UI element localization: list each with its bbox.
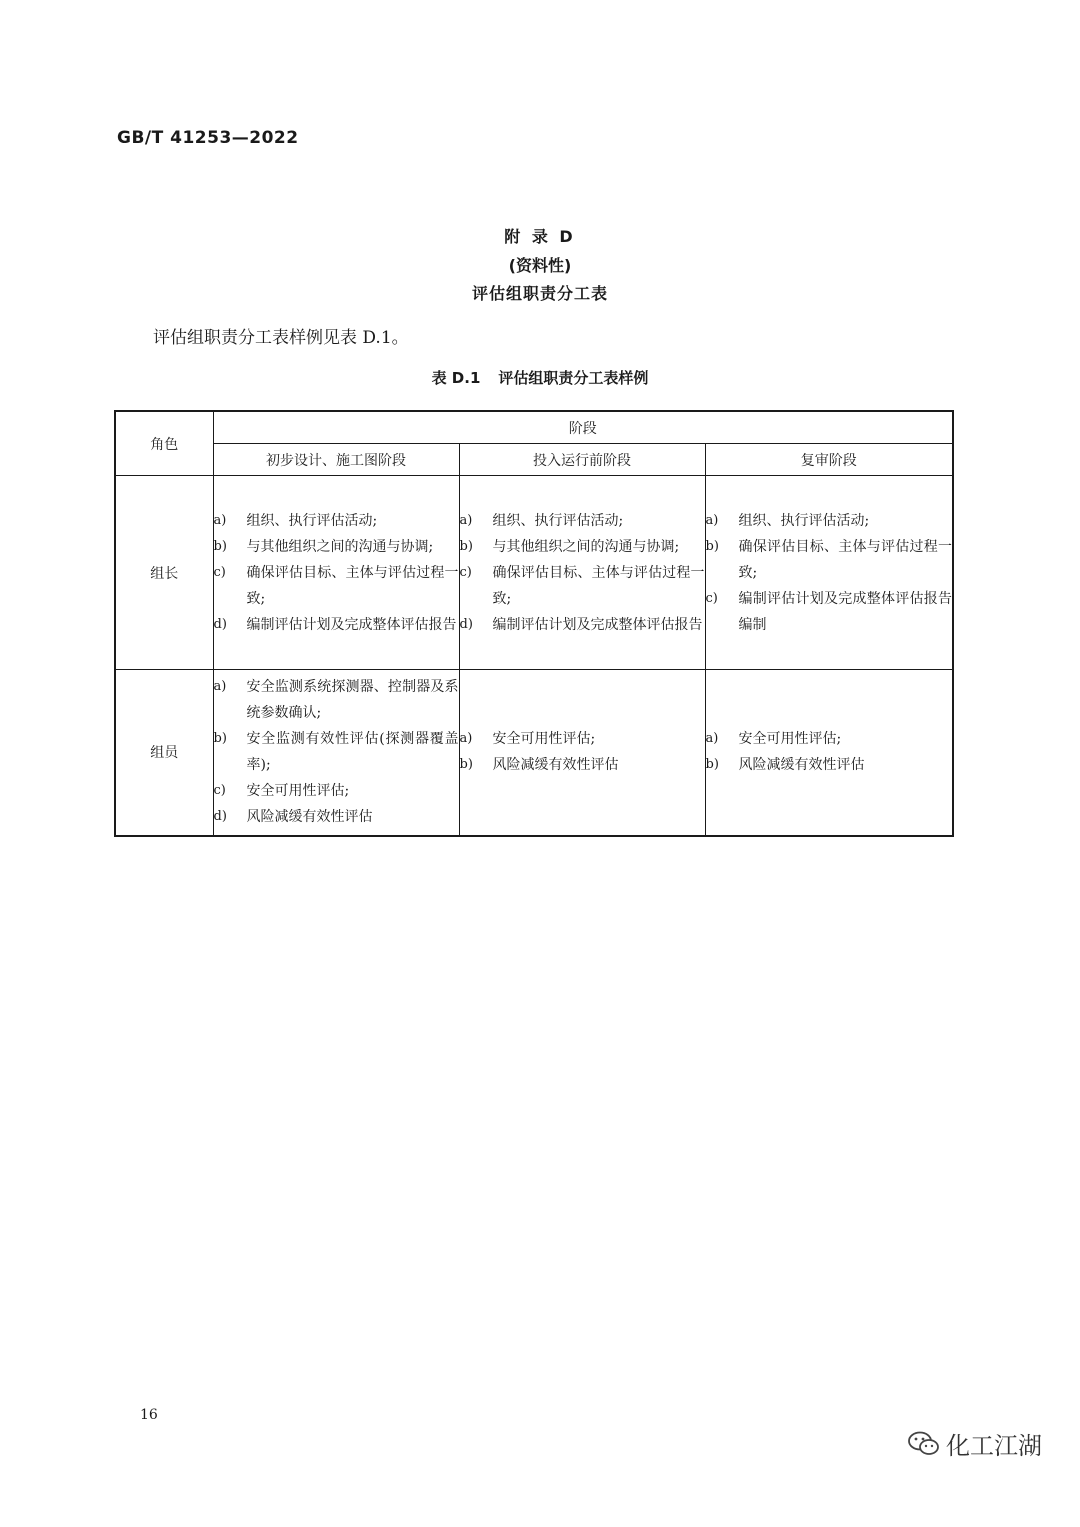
item-label: b) — [459, 757, 473, 773]
list-item — [214, 674, 459, 726]
item-text: 风险减缓有效性评估 — [492, 757, 619, 774]
list-item — [214, 534, 459, 560]
list-item — [706, 508, 953, 534]
list-item — [214, 612, 459, 638]
item-text: 确保评估目标、主体与评估过程一致; — [492, 564, 705, 607]
item-text: 安全监测有效性评估(探测器覆盖率); — [246, 731, 459, 774]
header-stage-1: 初步设计、施工图阶段 — [213, 444, 459, 476]
duty-cell — [459, 476, 705, 670]
list-item — [460, 726, 705, 752]
item-text: 安全监测系统探测器、控制器及系统参数确认; — [246, 679, 459, 722]
duty-cell — [705, 476, 953, 670]
item-label: b) — [213, 538, 227, 554]
table-row — [115, 670, 953, 836]
item-label: a) — [459, 512, 473, 528]
list-item — [460, 534, 705, 560]
table-caption — [0, 367, 1080, 388]
item-text: 组织、执行评估活动; — [246, 512, 378, 529]
list-item — [214, 726, 459, 778]
list-item — [460, 508, 705, 534]
duty-cell — [705, 670, 953, 836]
table-caption-title: 评估组职责分工表样例 — [498, 369, 649, 387]
item-text: 组织、执行评估活动; — [738, 512, 870, 529]
duty-cell — [213, 670, 459, 836]
item-label: b) — [705, 538, 719, 554]
table-caption-number: 表 D.1 — [431, 369, 481, 387]
list-item — [460, 752, 705, 778]
table-row — [115, 476, 953, 670]
item-label: b) — [459, 538, 473, 554]
header-stage-3: 复审阶段 — [705, 444, 953, 476]
item-text: 组织、执行评估活动; — [492, 512, 624, 529]
watermark — [908, 1426, 1042, 1461]
item-text: 确保评估目标、主体与评估过程一致; — [738, 538, 953, 581]
intro-paragraph: 评估组职责分工表样例见表 D.1。 — [153, 328, 409, 348]
item-text: 与其他组织之间的沟通与协调; — [246, 538, 434, 555]
list-item — [706, 586, 953, 638]
item-text: 编制评估计划及完成整体评估报告编制 — [738, 590, 953, 633]
duty-cell — [459, 670, 705, 836]
role-cell: 组长 — [115, 476, 213, 670]
annex-title: 附 录 D — [504, 227, 576, 246]
list-item — [214, 778, 459, 804]
header-stage: 阶段 — [213, 411, 953, 444]
duty-cell — [213, 476, 459, 670]
item-text: 安全可用性评估; — [246, 783, 350, 800]
item-text: 与其他组织之间的沟通与协调; — [492, 538, 680, 555]
list-item — [214, 560, 459, 612]
item-text: 确保评估目标、主体与评估过程一致; — [246, 564, 459, 607]
item-text: 安全可用性评估; — [738, 731, 842, 748]
list-item — [214, 508, 459, 534]
list-item — [706, 726, 953, 752]
header-stage-2: 投入运行前阶段 — [459, 444, 705, 476]
item-label: a) — [459, 731, 473, 747]
item-label: d) — [213, 616, 227, 632]
list-item — [214, 804, 459, 830]
annex-name: 评估组职责分工表 — [471, 284, 608, 303]
list-item — [460, 612, 705, 638]
item-label: a) — [705, 512, 719, 528]
item-label: a) — [213, 679, 227, 695]
item-label: c) — [213, 564, 226, 580]
item-label: c) — [459, 564, 472, 580]
role-cell: 组员 — [115, 670, 213, 836]
responsibility-table — [114, 410, 954, 837]
wechat-icon — [908, 1431, 940, 1457]
annex-type: (资料性) — [508, 256, 572, 275]
item-label: a) — [213, 512, 227, 528]
item-label: c) — [705, 590, 718, 606]
item-text: 编制评估计划及完成整体评估报告 — [246, 616, 457, 633]
list-item — [460, 560, 705, 612]
item-label: a) — [705, 731, 719, 747]
item-text: 安全可用性评估; — [492, 731, 596, 748]
watermark-text: 化工江湖 — [946, 1432, 1042, 1460]
item-label: b) — [213, 731, 227, 747]
list-item — [706, 752, 953, 778]
item-label: d) — [459, 616, 473, 632]
item-label: c) — [213, 783, 226, 799]
item-text: 风险减缓有效性评估 — [246, 809, 373, 826]
item-label: d) — [213, 809, 227, 825]
item-text: 编制评估计划及完成整体评估报告 — [492, 616, 703, 633]
header-role: 角色 — [115, 411, 213, 476]
standard-code: GB/T 41253—2022 — [117, 128, 299, 148]
item-label: b) — [705, 757, 719, 773]
page-number: 16 — [140, 1407, 158, 1423]
item-text: 风险减缓有效性评估 — [738, 757, 865, 774]
list-item — [706, 534, 953, 586]
